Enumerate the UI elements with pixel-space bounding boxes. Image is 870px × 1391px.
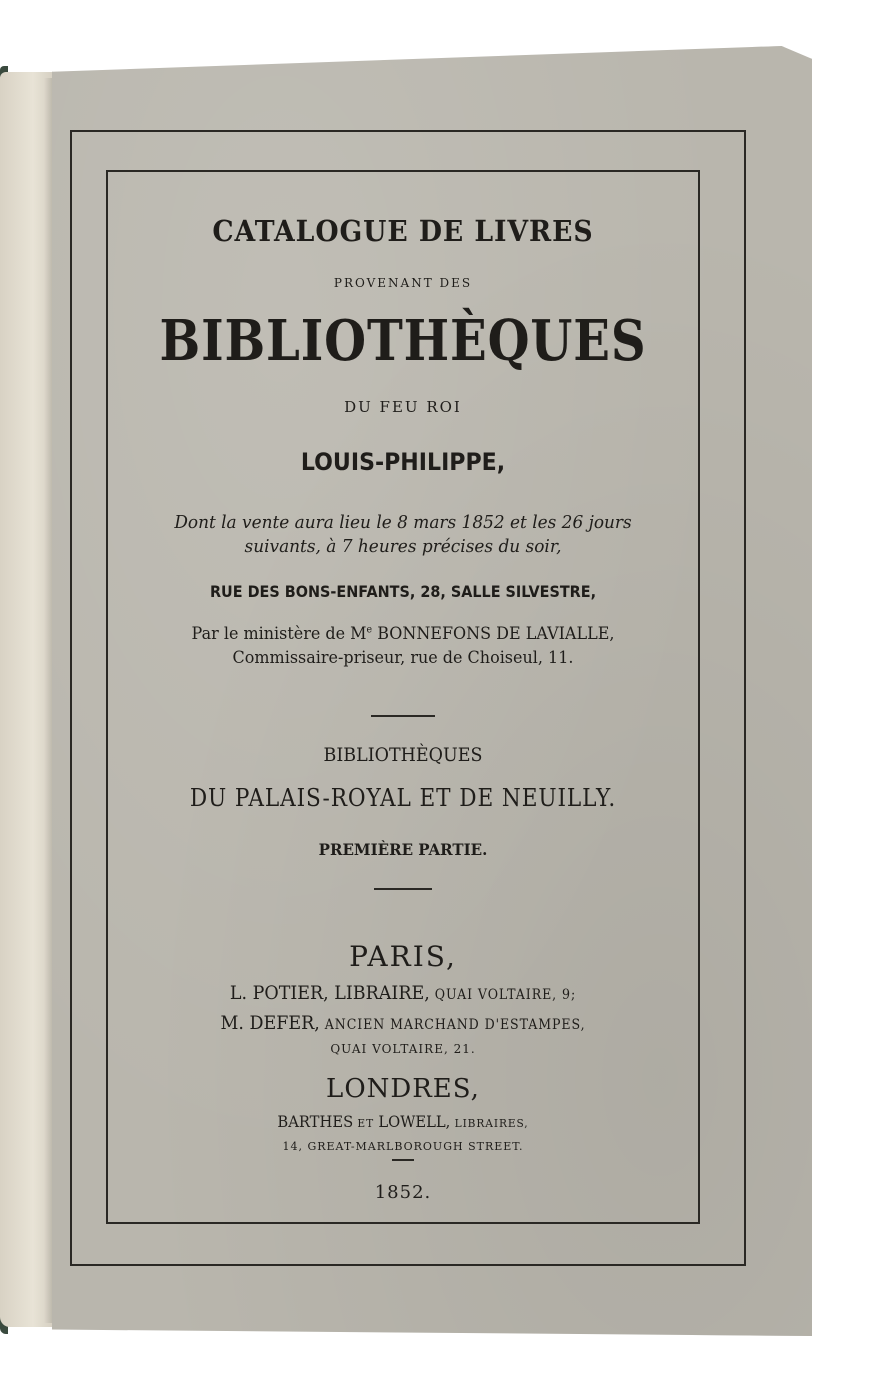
catalogue-heading: CATALOGUE DE LIVRES	[212, 214, 594, 248]
title-page-content	[106, 170, 700, 1220]
auctioneer-superscript: e	[366, 624, 373, 636]
premiere-partie-line: PREMIÈRE PARTIE.	[318, 840, 488, 859]
bibliotheques-subtitle: BIBLIOTHÈQUES	[323, 744, 483, 766]
lowell-name: LOWELL,	[378, 1112, 451, 1131]
palais-royal-line: DU PALAIS-ROYAL ET DE NEUILLY.	[189, 784, 617, 812]
libraires-text: LIBRAIRES,	[450, 1116, 529, 1130]
quai-voltaire-line: QUAI VOLTAIRE, 21.	[330, 1042, 476, 1056]
potier-name: L. POTIER, LIBRAIRE,	[229, 982, 430, 1004]
defer-name: M. DEFER,	[220, 1012, 320, 1034]
bibliotheques-title: BIBLIOTHÈQUES	[159, 308, 647, 374]
auctioneer-prefix: Par le ministère de M	[191, 624, 367, 644]
barthes-lowell-line	[130, 1112, 676, 1131]
sale-date-line-2: suivants, à 7 heures précises du soir,	[244, 536, 562, 557]
commissaire-line: Commissaire-priseur, rue de Choiseul, 11.	[232, 648, 574, 668]
sale-address: RUE DES BONS-ENFANTS, 28, SALLE SILVESTRE,	[209, 582, 597, 601]
paris-imprint: PARIS,	[349, 940, 457, 973]
great-marlborough-line: 14, GREAT-MARLBOROUGH STREET.	[282, 1140, 524, 1153]
sale-date-line-1: Dont la vente aura lieu le 8 mars 1852 et les 26 jours	[174, 512, 632, 533]
potier-line	[130, 982, 676, 1004]
provenant-text: PROVENANT DES	[333, 276, 473, 290]
louis-philippe-name: LOUIS-PHILIPPE,	[300, 448, 506, 476]
divider-rule-1	[371, 715, 435, 717]
barthes-et: ET	[353, 1116, 379, 1130]
londres-imprint: LONDRES,	[326, 1074, 480, 1104]
barthes-name: BARTHES	[277, 1112, 354, 1131]
potier-address: QUAI VOLTAIRE, 9;	[429, 987, 577, 1003]
du-feu-roi-text: DU FEU ROI	[344, 398, 462, 416]
defer-line	[130, 1012, 676, 1034]
divider-rule-2	[374, 888, 432, 890]
auctioneer-line	[124, 624, 682, 644]
defer-description: ANCIEN MARCHAND D'ESTAMPES,	[319, 1017, 586, 1033]
divider-rule-3	[392, 1159, 414, 1161]
auctioneer-name: BONNEFONS DE LAVIALLE,	[372, 624, 615, 644]
publication-year: 1852.	[374, 1182, 432, 1203]
